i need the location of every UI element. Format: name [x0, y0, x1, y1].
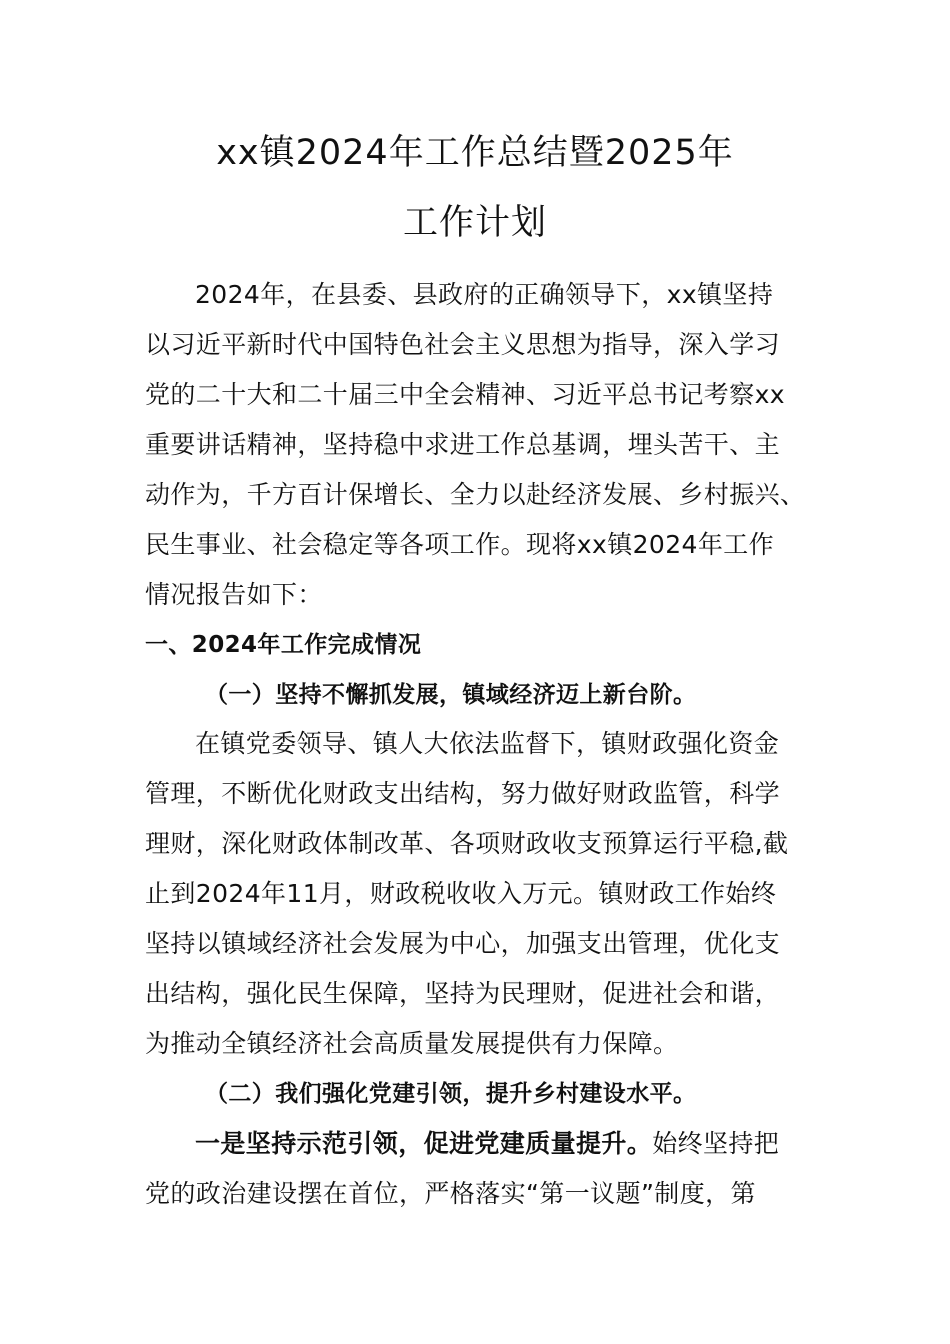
- body-paragraph-line: 党的政治建设摆在首位，严格落实“第一议题”制度，第: [145, 1179, 756, 1208]
- body-paragraph-line: 管理，不断优化财政支出结构，努力做好财政监管，科学: [145, 779, 781, 808]
- document-title-line-1: xx镇2024年工作总结暨2025年: [216, 133, 734, 173]
- body-paragraph-line: 理财，深化财政体制改革、各项财政收支预算运行平稳,截: [145, 829, 789, 858]
- intro-paragraph-line: 2024年，在县委、县政府的正确领导下，xx镇坚持: [195, 280, 774, 309]
- body-paragraph-line: 坚持以镇域经济社会发展为中心，加强支出管理，优化支: [145, 929, 781, 958]
- body-paragraph-line: 止到2024年11月，财政税收收入万元。镇财政工作始终: [145, 879, 777, 908]
- document-title-line-2: 工作计划: [402, 203, 547, 243]
- body-paragraph-line: 为推动全镇经济社会高质量发展提供有力保障。: [145, 1029, 679, 1058]
- lead-in-rest-text: 始终坚持把: [652, 1129, 780, 1158]
- intro-paragraph-line: 以习近平新时代中国特色社会主义思想为指导，深入学习: [145, 330, 781, 359]
- subsection-heading: （二）我们强化党建引领，提升乡村建设水平。: [205, 1081, 697, 1107]
- intro-paragraph-line: 情况报告如下：: [145, 580, 323, 609]
- subsection-heading: （一）坚持不懈抓发展，镇域经济迈上新台阶。: [205, 682, 697, 708]
- body-paragraph-line: 出结构，强化民生保障，坚持为民理财，促进社会和谐，: [145, 979, 781, 1008]
- body-paragraph-line: [195, 1128, 779, 1160]
- body-paragraph-line: 在镇党委领导、镇人大依法监督下，镇财政强化资金: [195, 729, 780, 758]
- intro-paragraph-line: 党的二十大和二十届三中全会精神、习近平总书记考察xx: [145, 380, 785, 409]
- section-heading: 一、2024年工作完成情况: [145, 632, 422, 658]
- intro-paragraph-line: 动作为，千方百计保增长、全力以赴经济发展、乡村振兴、: [145, 480, 806, 509]
- intro-paragraph-line: 重要讲话精神，坚持稳中求进工作总基调，埋头苦干、主: [145, 430, 781, 459]
- lead-in-bold-text: 一是坚持示范引领，促进党建质量提升。: [195, 1129, 653, 1158]
- intro-paragraph-line: 民生事业、社会稳定等各项工作。现将xx镇2024年工作: [145, 530, 775, 559]
